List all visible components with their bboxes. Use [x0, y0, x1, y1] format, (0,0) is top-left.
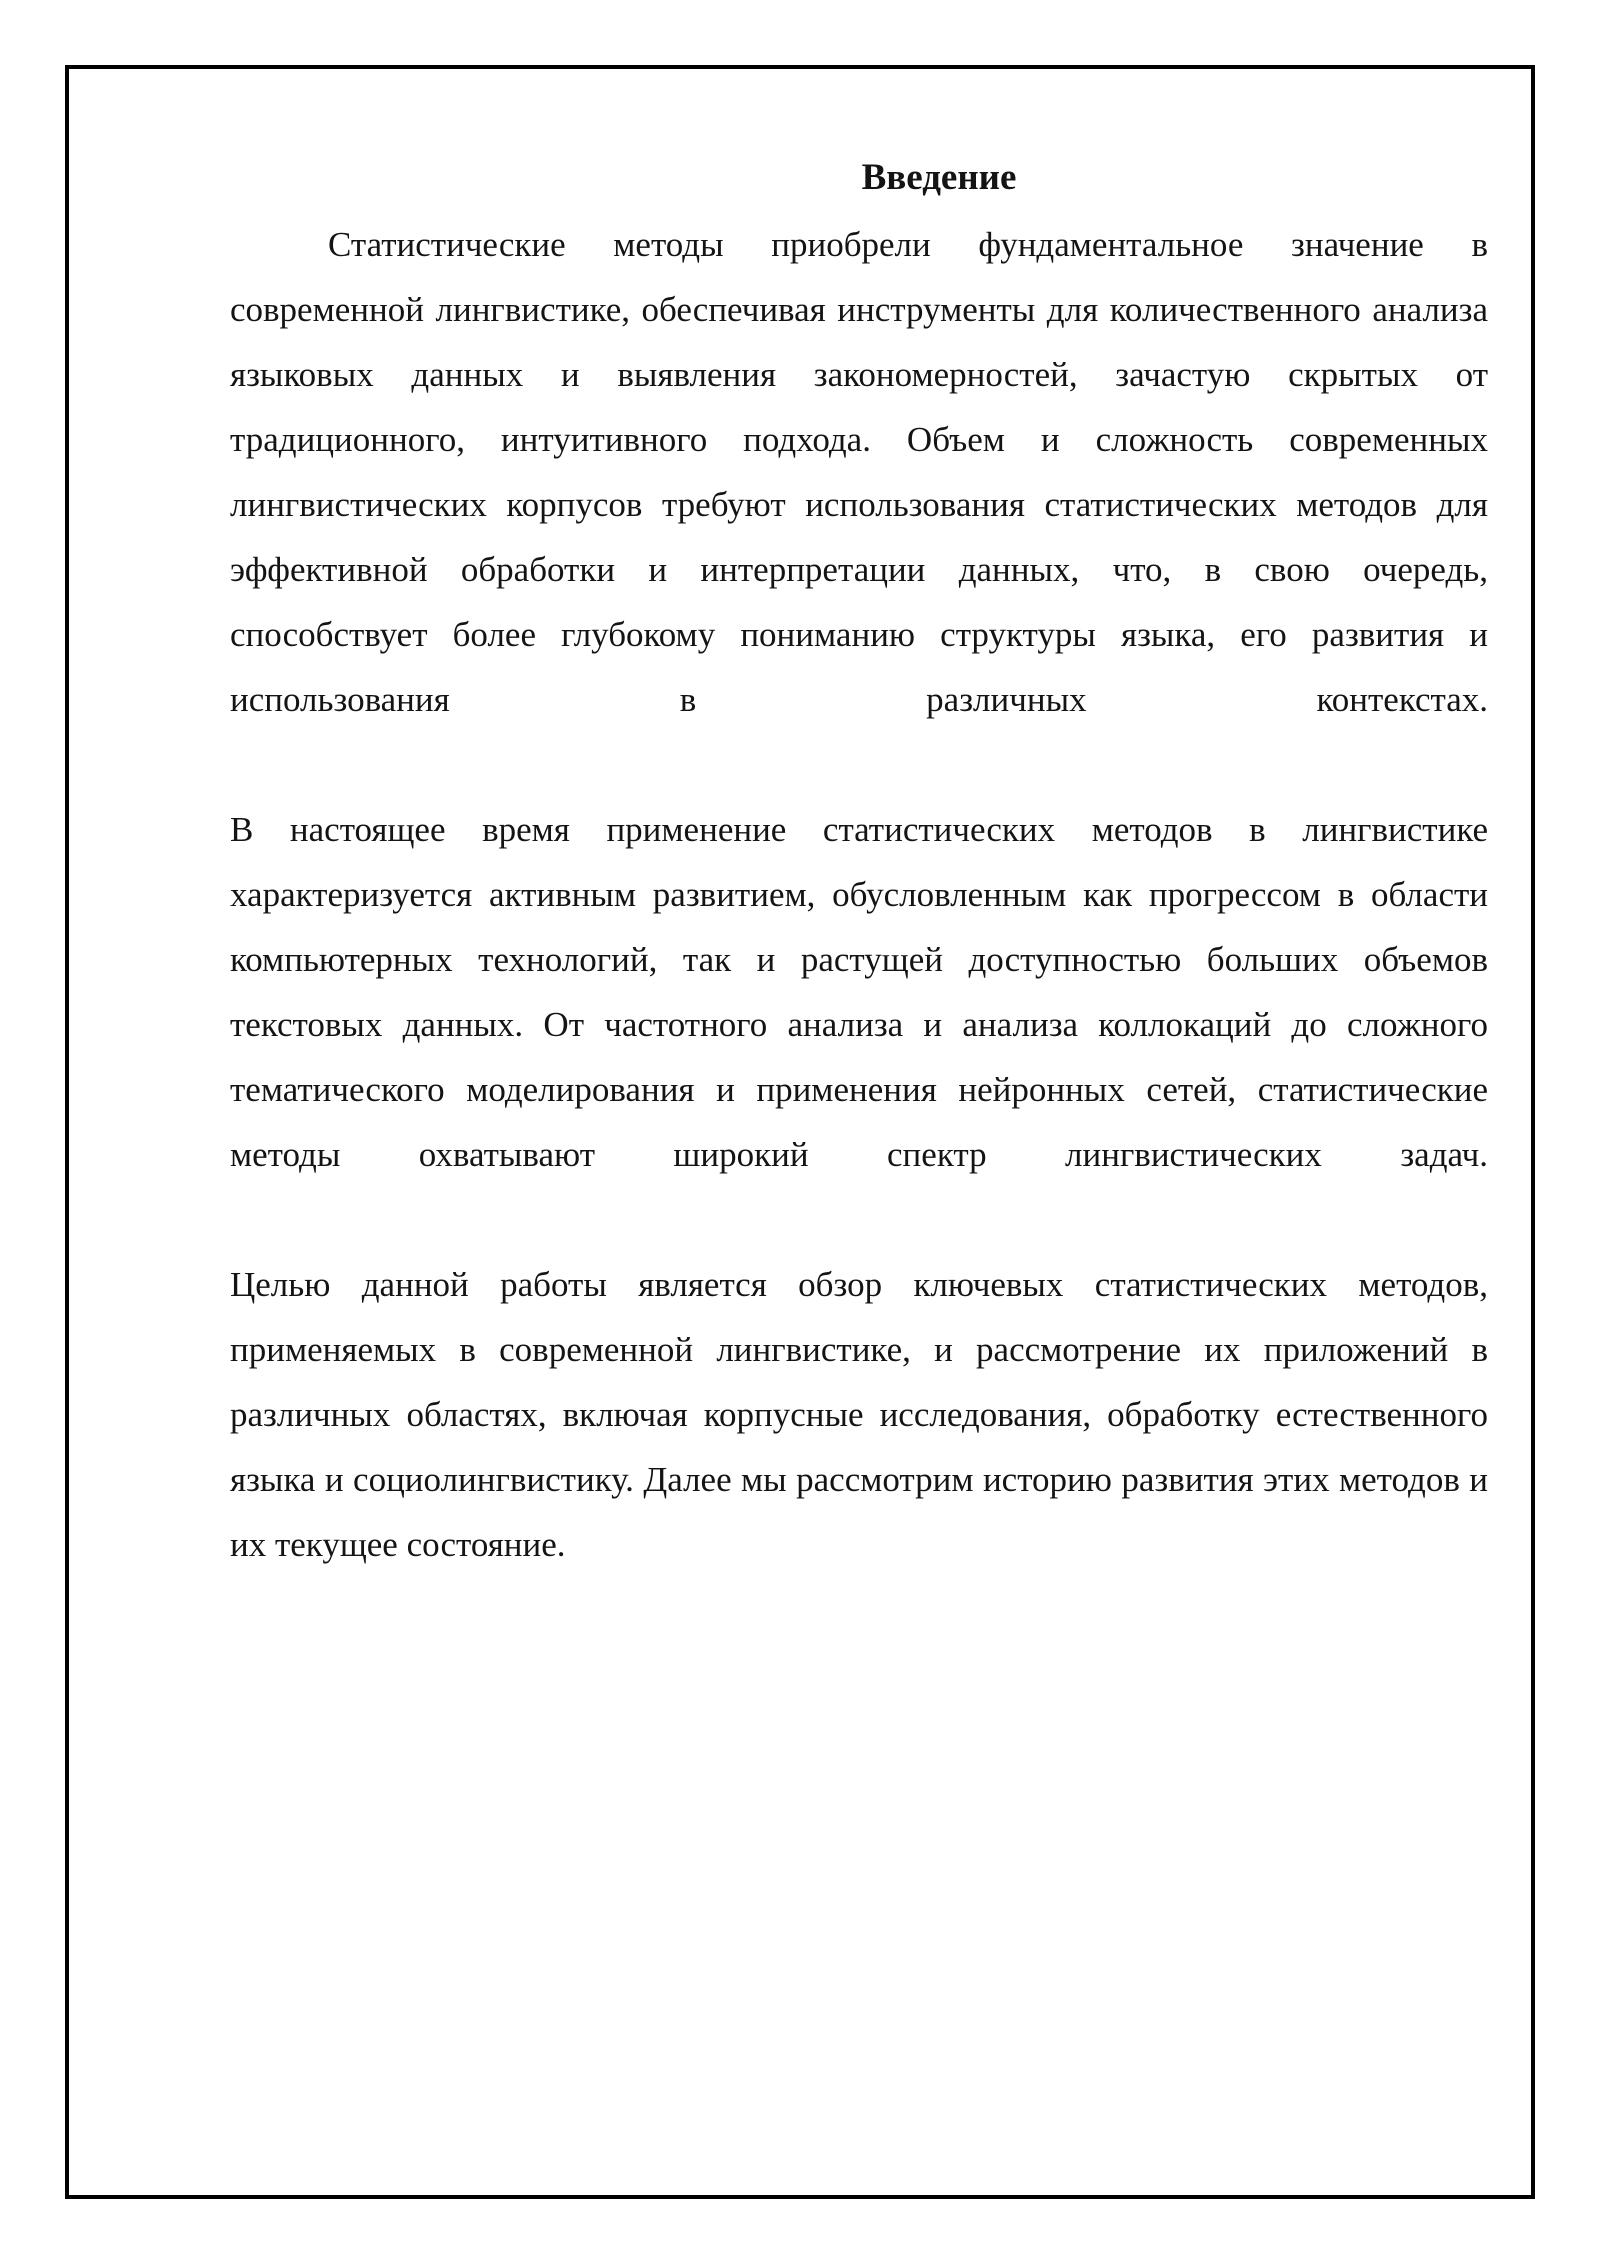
- document-body: [230, 150, 1488, 1577]
- paragraph-goal: Целью данной работы является обзор ключевых статистических методов, применяемых в современной лингвистике, и рассмотрение их приложений в различных областях, включая корпусные исследования, обработку естественного языка и социолингвистику. Далее мы рассмотрим историю развития этих методов и их текущее состояние.: [230, 1265, 1488, 1564]
- paragraph-intro: Статистические методы приобрели фундаментальное значение в современной лингвистике, обеспечивая инструменты для количественного анализа языковых данных и выявления закономерностей, зачастую скрытых от традиционного, интуитивного подхода. Объем и сложность современных лингвистических корпусов требуют использования статистических методов для эффективной обработки и интерпретации данных, что, в свою очередь, способствует более глубокому пониманию структуры языка, его развития и использования в различных контекстах.: [230, 225, 1488, 719]
- document-title: Введение: [861, 157, 1017, 198]
- paragraph-current-state: В настоящее время применение статистических методов в лингвистике характеризуется активным развитием, обусловленным как прогрессом в области компьютерных технологий, так и растущей доступностью больших объемов текстовых данных. От частотного анализа и анализа коллокаций до сложного тематического моделирования и применения нейронных сетей, статистические методы охватывают широкий спектр лингвистических задач.: [230, 810, 1488, 1174]
